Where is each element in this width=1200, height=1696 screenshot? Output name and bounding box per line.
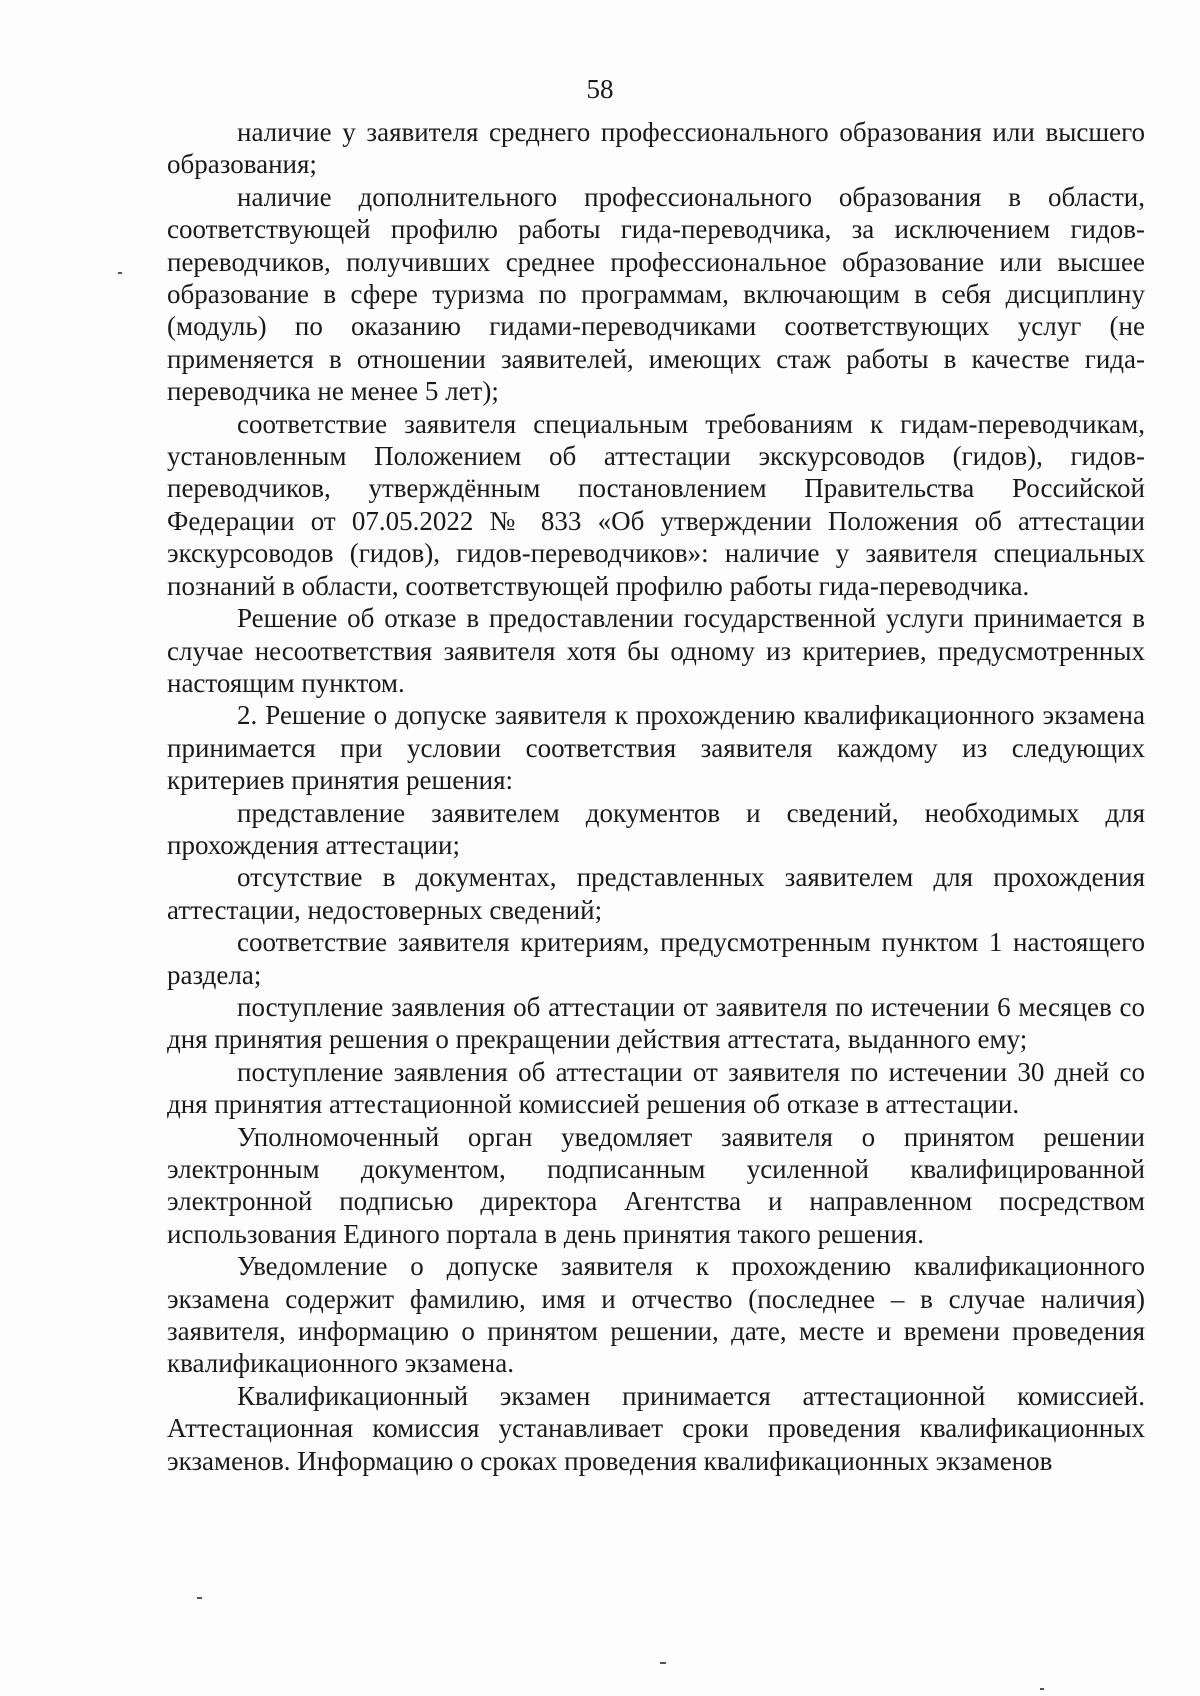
numbered-paragraph: 2. Решение о допуске заявителя к прохождению квалификационного экзамена принимается при условии соответствия заявителя каждому из следующих критериев принятия решения:	[167, 700, 1145, 796]
paragraph: отсутствие в документах, представленных заявителем для прохождения аттестации, недостоверных сведений;	[167, 862, 1145, 925]
paragraph: наличие у заявителя среднего профессионального образования или высшего образования;	[167, 117, 1145, 180]
paragraph: Квалификационный экзамен принимается аттестационной комиссией. Аттестационная комиссия устанавливает сроки проведения квалификационных экзаменов. Информацию о сроках проведения квалификационных экзаменов	[167, 1380, 1145, 1476]
paragraph: соответствие заявителя критериям, предусмотренным пунктом 1 настоящего раздела;	[167, 927, 1145, 990]
paragraph: поступление заявления об аттестации от заявителя по истечении 30 дней со дня принятия аттестационной комиссией решения об отказе в аттестации.	[167, 1056, 1145, 1120]
scan-speck	[660, 1662, 666, 1664]
paragraph: Решение об отказе в предоставлении государственной услуги принимается в случае несоответствия заявителя хотя бы одному из критериев, предусмотренных настоящим пунктом.	[167, 603, 1145, 698]
page-number: 58	[586, 74, 614, 104]
scan-speck	[197, 1597, 202, 1599]
paragraph: соответствие заявителя специальным требованиям к гидам-переводчикам, установленным Положением об аттестации экскурсоводов (гидов), гидов-переводчиков, утверждённым постановлением Правительства Российской Федерации от 07.05.2022 № 833 «Об утверждении Положения об аттестации экскурсоводов (гидов), гидов-переводчиков»: наличие у заявителя специальных познаний в области, соответствующей профилю работы гида-переводчика.	[167, 408, 1145, 601]
paragraph: поступление заявления об аттестации от заявителя по истечении 6 месяцев со дня принятия решения о прекращении действия аттестата, выданного ему;	[167, 991, 1145, 1055]
paragraph: наличие дополнительного профессионального образования в области, соответствующей профилю работы гида-переводчика, за исключением гидов-переводчиков, получивших среднее профессиональное образование или высшее образование в сфере туризма по программам, включающим в себя дисциплину (модуль) по оказанию гидами-переводчиками соответствующих услуг (не применяется в отношении заявителей, имеющих стаж работы в качестве гида-переводчика не менее 5 лет);	[167, 181, 1145, 407]
scan-speck	[1040, 1688, 1044, 1690]
scan-speck	[118, 272, 122, 274]
paragraph: Уведомление о допуске заявителя к прохождению квалификационного экзамена содержит фамилию, имя и отчество (последнее – в случае наличия) заявителя, информацию о принятом решении, дате, месте и времени проведения квалификационного экзамена.	[167, 1251, 1145, 1379]
document-body	[167, 116, 1145, 1477]
paragraph: представление заявителем документов и сведений, необходимых для прохождения аттестации;	[167, 797, 1145, 860]
paragraph: Уполномоченный орган уведомляет заявителя о принятом решении электронным документом, подписанным усиленной квалифицированной электронной подписью директора Агентства и направленном посредством использования Единого портала в день принятия такого решения.	[167, 1121, 1145, 1249]
